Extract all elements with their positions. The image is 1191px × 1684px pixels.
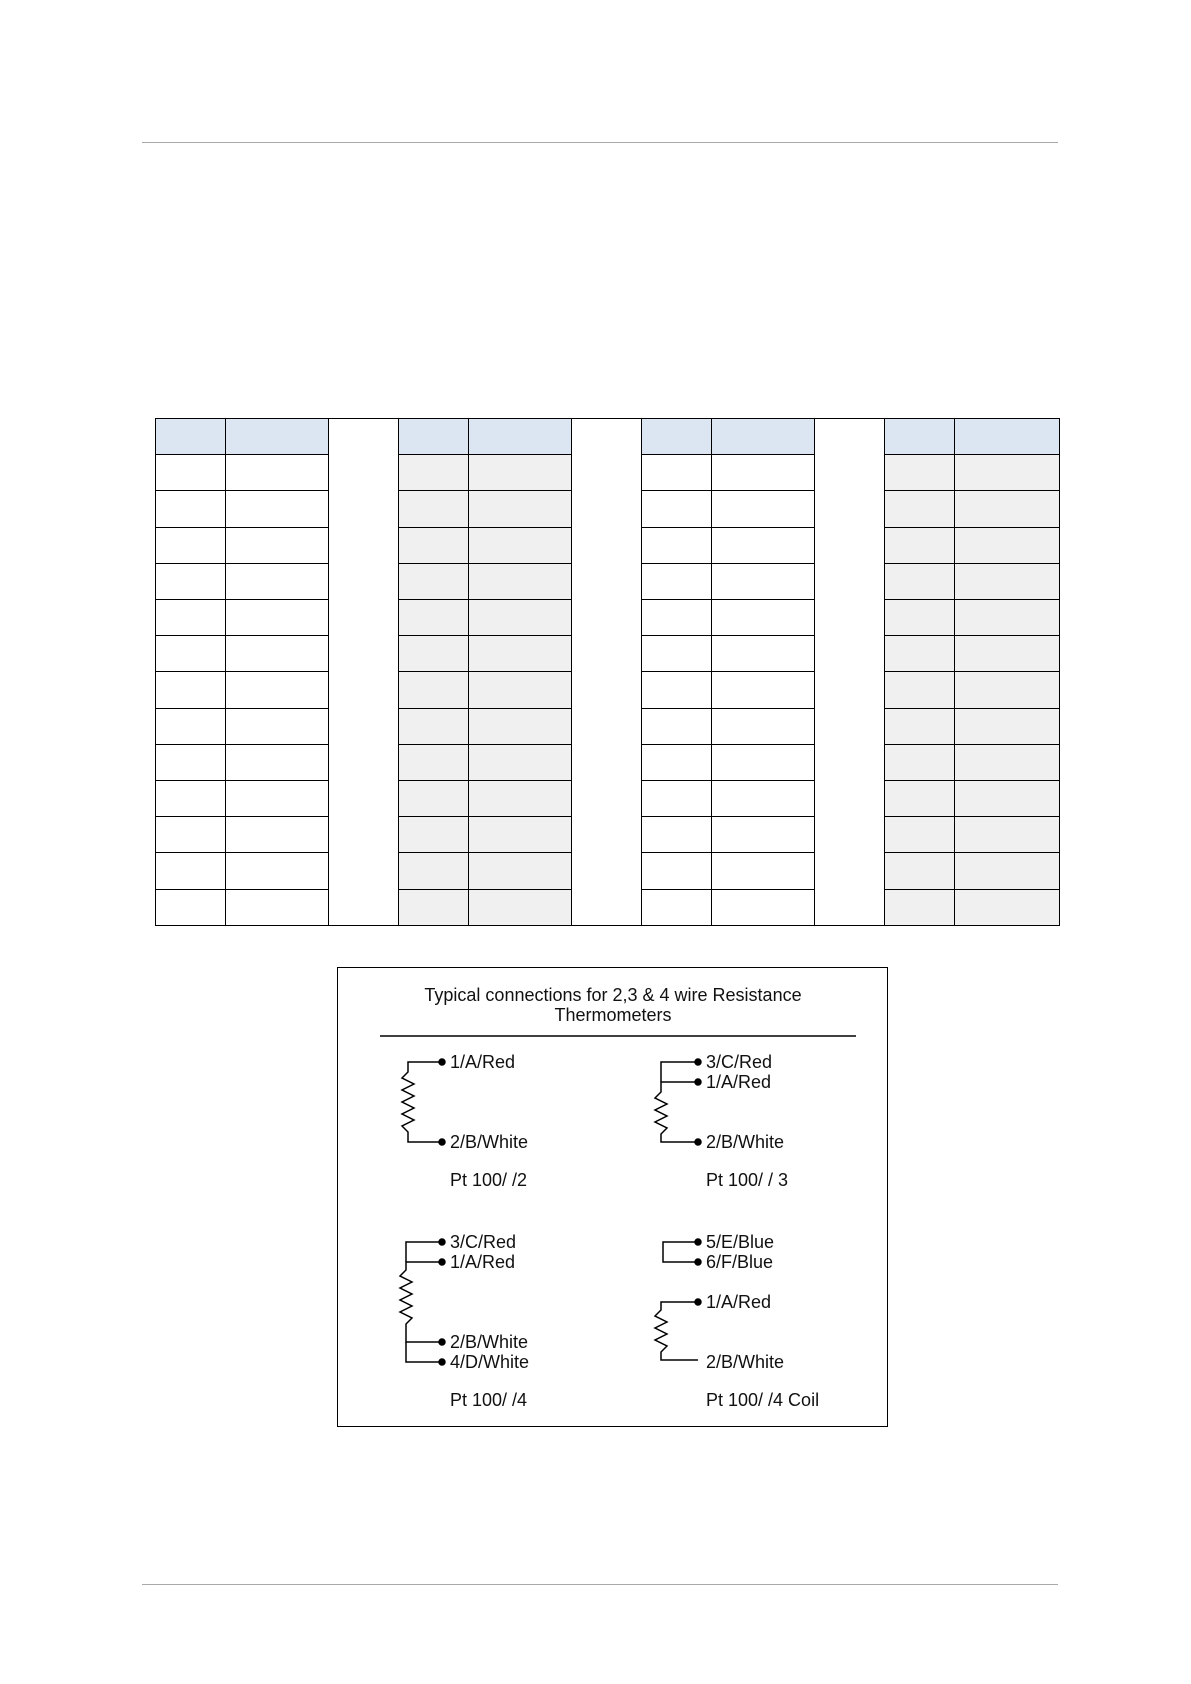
footer-rule bbox=[142, 1584, 1058, 1585]
table-cell bbox=[399, 600, 469, 636]
table-cell bbox=[156, 853, 226, 889]
table-cell bbox=[712, 708, 815, 744]
table-cell bbox=[226, 491, 329, 527]
table-cell bbox=[399, 527, 469, 563]
header-rule bbox=[142, 142, 1058, 143]
terminal-dot bbox=[439, 1339, 445, 1345]
table-cell bbox=[712, 563, 815, 599]
table-cell bbox=[642, 527, 712, 563]
table-cell bbox=[712, 889, 815, 925]
table-cell bbox=[712, 781, 815, 817]
table-cell bbox=[885, 600, 955, 636]
table-gap-column bbox=[329, 419, 399, 926]
table-cell bbox=[469, 672, 572, 708]
table-gap-column bbox=[815, 419, 885, 926]
table-cell bbox=[955, 527, 1060, 563]
table-cell bbox=[226, 455, 329, 491]
rtd-connections-figure bbox=[337, 967, 888, 1427]
terminal-dot bbox=[695, 1299, 701, 1305]
table-cell bbox=[399, 817, 469, 853]
table-cell bbox=[156, 708, 226, 744]
table-cell bbox=[156, 889, 226, 925]
two-wire-diagram bbox=[402, 1059, 445, 1145]
table-cell bbox=[399, 853, 469, 889]
table-cell bbox=[712, 672, 815, 708]
table-cell bbox=[955, 636, 1060, 672]
three-wire-label-1: 3/C/Red bbox=[706, 1052, 773, 1072]
table-cell bbox=[885, 672, 955, 708]
table-cell bbox=[469, 889, 572, 925]
table-cell bbox=[226, 527, 329, 563]
table-cell bbox=[469, 636, 572, 672]
table-header-cell bbox=[156, 419, 226, 455]
table-cell bbox=[955, 672, 1060, 708]
two-wire-label-top: 1/A/Red bbox=[450, 1052, 516, 1072]
table-cell bbox=[642, 817, 712, 853]
data-grid-table bbox=[155, 418, 1060, 926]
three-wire-diagram bbox=[655, 1059, 701, 1145]
table-cell bbox=[885, 853, 955, 889]
table-cell bbox=[156, 491, 226, 527]
terminal-dot bbox=[695, 1239, 701, 1245]
table-cell bbox=[955, 455, 1060, 491]
table-cell bbox=[226, 708, 329, 744]
table-cell bbox=[955, 853, 1060, 889]
four-wire-coil-diagram bbox=[655, 1239, 701, 1360]
table-header-cell bbox=[469, 419, 572, 455]
table-cell bbox=[642, 744, 712, 780]
table-cell bbox=[469, 853, 572, 889]
table-cell bbox=[469, 491, 572, 527]
table-cell bbox=[642, 672, 712, 708]
table-cell bbox=[156, 672, 226, 708]
terminal-dot bbox=[695, 1139, 701, 1145]
four-wire-coil-caption: Pt 100/ /4 Coil bbox=[706, 1390, 820, 1410]
table-cell bbox=[955, 817, 1060, 853]
table-cell bbox=[955, 708, 1060, 744]
table-cell bbox=[885, 455, 955, 491]
three-wire-label-3: 2/B/White bbox=[706, 1132, 785, 1152]
table-cell bbox=[955, 744, 1060, 780]
table-cell bbox=[399, 889, 469, 925]
table-cell bbox=[226, 744, 329, 780]
table-cell bbox=[399, 708, 469, 744]
table-gap-column bbox=[572, 419, 642, 926]
table-cell bbox=[399, 491, 469, 527]
table-cell bbox=[712, 527, 815, 563]
table-cell bbox=[226, 817, 329, 853]
table-cell bbox=[712, 636, 815, 672]
table-cell bbox=[955, 781, 1060, 817]
table-cell bbox=[399, 781, 469, 817]
table-header-cell bbox=[226, 419, 329, 455]
table-cell bbox=[226, 853, 329, 889]
terminal-dot bbox=[439, 1259, 445, 1265]
table-cell bbox=[469, 455, 572, 491]
table-cell bbox=[469, 744, 572, 780]
table-header-cell bbox=[642, 419, 712, 455]
table-cell bbox=[642, 600, 712, 636]
four-wire-diagram bbox=[400, 1239, 445, 1365]
terminal-dot bbox=[695, 1079, 701, 1085]
table-cell bbox=[156, 455, 226, 491]
table-cell bbox=[885, 527, 955, 563]
table-cell bbox=[642, 636, 712, 672]
table-cell bbox=[156, 563, 226, 599]
rtd-connections-diagram bbox=[338, 968, 889, 1428]
table-cell bbox=[399, 563, 469, 599]
table-header-cell bbox=[399, 419, 469, 455]
two-wire-label-bottom: 2/B/White bbox=[450, 1132, 529, 1152]
four-wire-coil-label-1: 5/E/Blue bbox=[706, 1232, 775, 1252]
table-cell bbox=[399, 636, 469, 672]
terminal-dot bbox=[695, 1259, 701, 1265]
table-cell bbox=[955, 491, 1060, 527]
table-header-row bbox=[156, 419, 1060, 455]
table-cell bbox=[642, 853, 712, 889]
table-cell bbox=[885, 889, 955, 925]
table-cell bbox=[885, 781, 955, 817]
table-cell bbox=[469, 708, 572, 744]
table-cell bbox=[226, 563, 329, 599]
table-cell bbox=[712, 744, 815, 780]
table-cell bbox=[226, 781, 329, 817]
two-wire-caption: Pt 100/ /2 bbox=[450, 1170, 528, 1190]
table-header-cell bbox=[885, 419, 955, 455]
table-cell bbox=[226, 636, 329, 672]
table-cell bbox=[226, 889, 329, 925]
terminal-dot bbox=[439, 1359, 445, 1365]
table-cell bbox=[156, 527, 226, 563]
table-header-cell bbox=[712, 419, 815, 455]
table-cell bbox=[712, 455, 815, 491]
four-wire-coil-label-2: 6/F/Blue bbox=[706, 1252, 774, 1272]
table-cell bbox=[469, 781, 572, 817]
table-cell bbox=[712, 817, 815, 853]
table-cell bbox=[469, 527, 572, 563]
table-cell bbox=[955, 889, 1060, 925]
figure-title-line2: Thermometers bbox=[554, 1005, 672, 1025]
table-cell bbox=[226, 600, 329, 636]
table-cell bbox=[955, 600, 1060, 636]
table-cell bbox=[469, 817, 572, 853]
four-wire-coil-label-4: 2/B/White bbox=[706, 1352, 785, 1372]
table-cell bbox=[885, 636, 955, 672]
four-wire-caption: Pt 100/ /4 bbox=[450, 1390, 528, 1410]
table-cell bbox=[469, 563, 572, 599]
table-header-cell bbox=[955, 419, 1060, 455]
table-cell bbox=[399, 455, 469, 491]
table-cell bbox=[712, 600, 815, 636]
table-cell bbox=[885, 563, 955, 599]
table-cell bbox=[399, 672, 469, 708]
four-wire-label-1: 3/C/Red bbox=[450, 1232, 517, 1252]
four-wire-label-4: 4/D/White bbox=[450, 1352, 530, 1372]
terminal-dot bbox=[695, 1059, 701, 1065]
table-cell bbox=[226, 672, 329, 708]
three-wire-caption: Pt 100/ / 3 bbox=[706, 1170, 789, 1190]
table-cell bbox=[642, 708, 712, 744]
table-cell bbox=[642, 781, 712, 817]
table-cell bbox=[642, 491, 712, 527]
table-cell bbox=[156, 781, 226, 817]
table-cell bbox=[156, 600, 226, 636]
table-cell bbox=[156, 744, 226, 780]
table-cell bbox=[885, 491, 955, 527]
table-cell bbox=[642, 889, 712, 925]
table-cell bbox=[955, 563, 1060, 599]
terminal-dot bbox=[439, 1059, 445, 1065]
table-cell bbox=[885, 744, 955, 780]
table-cell bbox=[712, 491, 815, 527]
four-wire-coil-label-3: 1/A/Red bbox=[706, 1292, 772, 1312]
table-cell bbox=[885, 817, 955, 853]
table-cell bbox=[885, 708, 955, 744]
four-wire-label-3: 2/B/White bbox=[450, 1332, 529, 1352]
table-cell bbox=[712, 853, 815, 889]
table-cell bbox=[642, 563, 712, 599]
terminal-dot bbox=[439, 1139, 445, 1145]
terminal-dot bbox=[439, 1239, 445, 1245]
four-wire-label-2: 1/A/Red bbox=[450, 1252, 516, 1272]
table-cell bbox=[399, 744, 469, 780]
table-cell bbox=[156, 817, 226, 853]
table-cell bbox=[469, 600, 572, 636]
table-cell bbox=[156, 636, 226, 672]
figure-title-line1: Typical connections for 2,3 & 4 wire Resistance bbox=[424, 985, 802, 1005]
table-cell bbox=[642, 455, 712, 491]
three-wire-label-2: 1/A/Red bbox=[706, 1072, 772, 1092]
